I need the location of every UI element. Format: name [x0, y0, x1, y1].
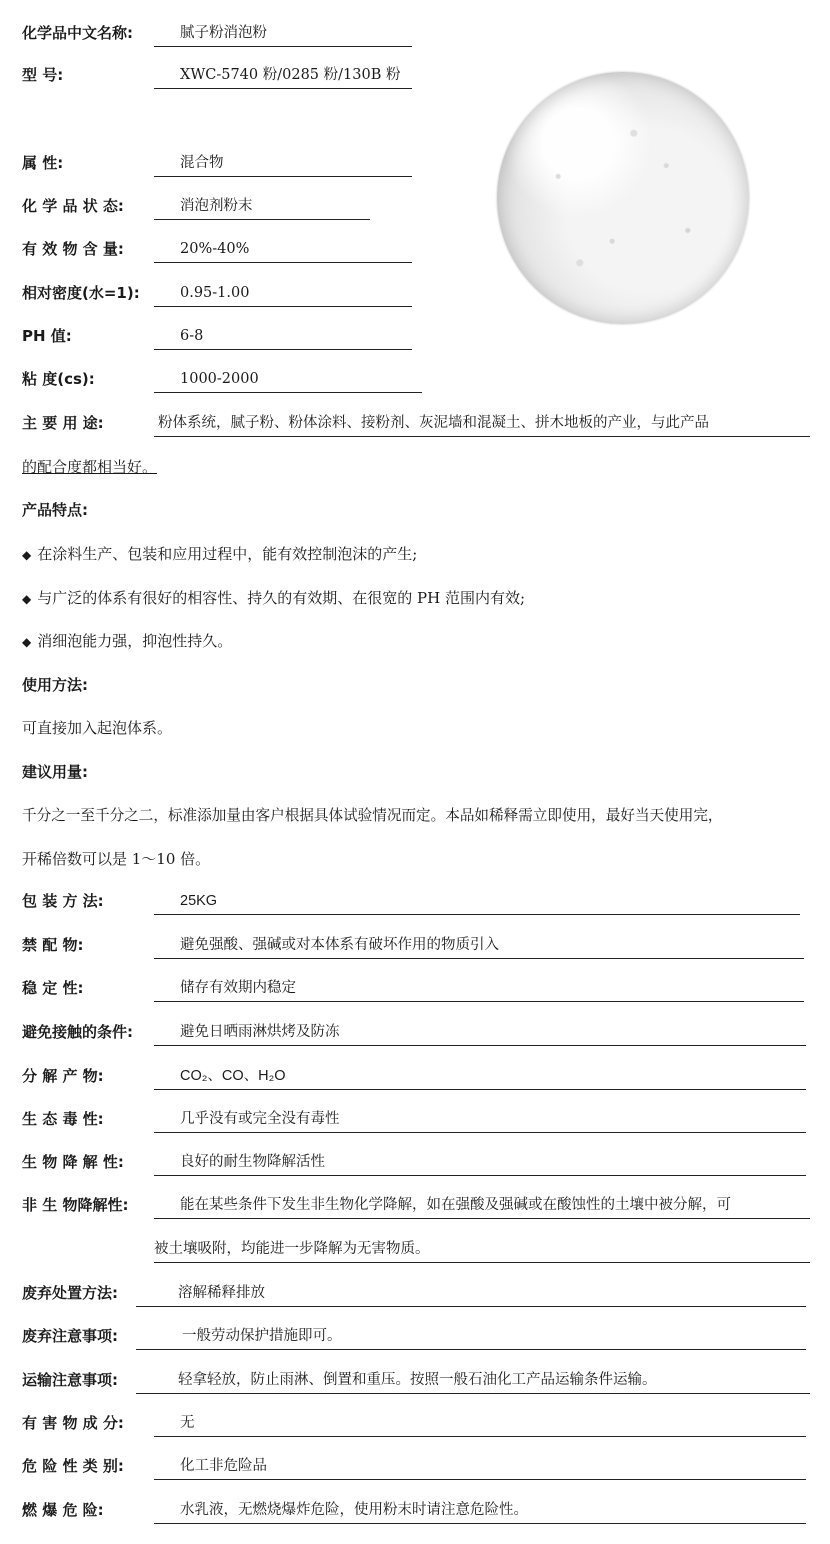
- hazard-class-value: 化工非危险品: [154, 1453, 806, 1480]
- disposal-value: 溶解稀释排放: [136, 1280, 806, 1307]
- product-powder-photo: [497, 72, 749, 324]
- disposal-value: 一般劳动保护措施即可。: [136, 1323, 806, 1350]
- hazardous-components-label: 有 害 物 成 分:: [22, 1414, 124, 1432]
- field-value: 消泡剂粉末: [154, 193, 370, 220]
- features-heading: 产品特点:: [22, 501, 88, 519]
- safety-value: 25KG: [154, 888, 800, 915]
- field-label: 粘 度(cs):: [22, 370, 95, 388]
- field-label: PH 值:: [22, 327, 72, 345]
- nonbio-line-2: 被土壤吸附，均能进一步降解为无害物质。: [154, 1236, 810, 1263]
- safety-value: 良好的耐生物降解活性: [154, 1149, 806, 1176]
- dosage-line-1: 千分之一至千分之二，标准添加量由客户根据具体试验情况而定。本品如稀释需立即使用，最好当天使用完，: [22, 807, 723, 824]
- safety-label: 生 态 毒 性:: [22, 1110, 104, 1128]
- feature-item-2: ◆ 与广泛的体系有很好的相容性、持久的有效期、在很宽的 PH 范围内有效;: [22, 587, 525, 608]
- field-label: 相对密度(水=1):: [22, 284, 140, 302]
- safety-value: 几乎没有或完全没有毒性: [154, 1106, 806, 1133]
- field-label: 化 学 品 状 态:: [22, 197, 124, 215]
- dosage-line-2: 开稀倍数可以是 1～10 倍。: [22, 850, 211, 868]
- nonbio-label: 非 生 物降解性:: [22, 1196, 129, 1214]
- method-heading: 使用方法:: [22, 676, 88, 694]
- field-value: 6-8: [154, 323, 412, 350]
- feature-item-1: ◆ 在涂料生产、包装和应用过程中，能有效控制泡沫的产生;: [22, 543, 417, 564]
- field-label: 属 性:: [22, 154, 64, 172]
- safety-label: 生 物 降 解 性:: [22, 1153, 124, 1171]
- disposal-label: 废弃处置方法:: [22, 1284, 118, 1302]
- safety-label: 包 装 方 法:: [22, 892, 104, 910]
- safety-value: 储存有效期内稳定: [154, 975, 804, 1002]
- safety-value: 避免强酸、强碱或对本体系有破坏作用的物质引入: [154, 932, 804, 959]
- usage-line-1: 粉体系统，腻子粉、粉体涂料、接粉剂、灰泥墙和混凝土、拼木地板的产业，与此产品: [154, 410, 810, 437]
- field-value: 混合物: [154, 150, 412, 177]
- hazard-class-label: 危 险 性 类 别:: [22, 1457, 124, 1475]
- field-value: 0.95-1.00: [154, 280, 412, 307]
- safety-value: CO₂、CO、H₂O: [154, 1063, 806, 1090]
- usage-label: 主 要 用 途:: [22, 414, 104, 432]
- hazardous-components-value: 无: [154, 1410, 806, 1437]
- disposal-label: 废弃注意事项:: [22, 1327, 118, 1345]
- field-label: 化学品中文名称:: [22, 24, 133, 42]
- safety-label: 避免接触的条件:: [22, 1023, 133, 1041]
- field-value: 20%-40%: [154, 236, 412, 263]
- explosion-hazard-value: 水乳液，无燃烧爆炸危险，使用粉末时请注意危险性。: [154, 1497, 806, 1524]
- feature-item-3: ◆ 消细泡能力强，抑泡性持久。: [22, 630, 232, 651]
- method-text: 可直接加入起泡体系。: [22, 719, 173, 737]
- field-label: 有 效 物 含 量:: [22, 240, 124, 258]
- transport-label: 运输注意事项:: [22, 1371, 118, 1389]
- safety-label: 禁 配 物:: [22, 936, 84, 954]
- transport-value: 轻拿轻放，防止雨淋、倒置和重压。按照一般石油化工产品运输条件运输。: [136, 1367, 810, 1394]
- explosion-hazard-label: 燃 爆 危 险:: [22, 1501, 104, 1519]
- usage-line-2: 的配合度都相当好。: [22, 458, 158, 476]
- field-value: 1000-2000: [154, 366, 422, 393]
- field-value: XWC-5740 粉/0285 粉/130B 粉: [154, 62, 412, 89]
- safety-value: 避免日晒雨淋烘烤及防冻: [154, 1019, 806, 1046]
- field-value: 腻子粉消泡粉: [154, 20, 412, 47]
- nonbio-line-1: 能在某些条件下发生非生物化学降解，如在强酸及强碱或在酸蚀性的土壤中被分解，可: [154, 1192, 810, 1219]
- safety-label: 稳 定 性:: [22, 979, 84, 997]
- dosage-heading: 建议用量:: [22, 763, 88, 781]
- safety-label: 分 解 产 物:: [22, 1067, 104, 1085]
- field-label: 型 号:: [22, 66, 64, 84]
